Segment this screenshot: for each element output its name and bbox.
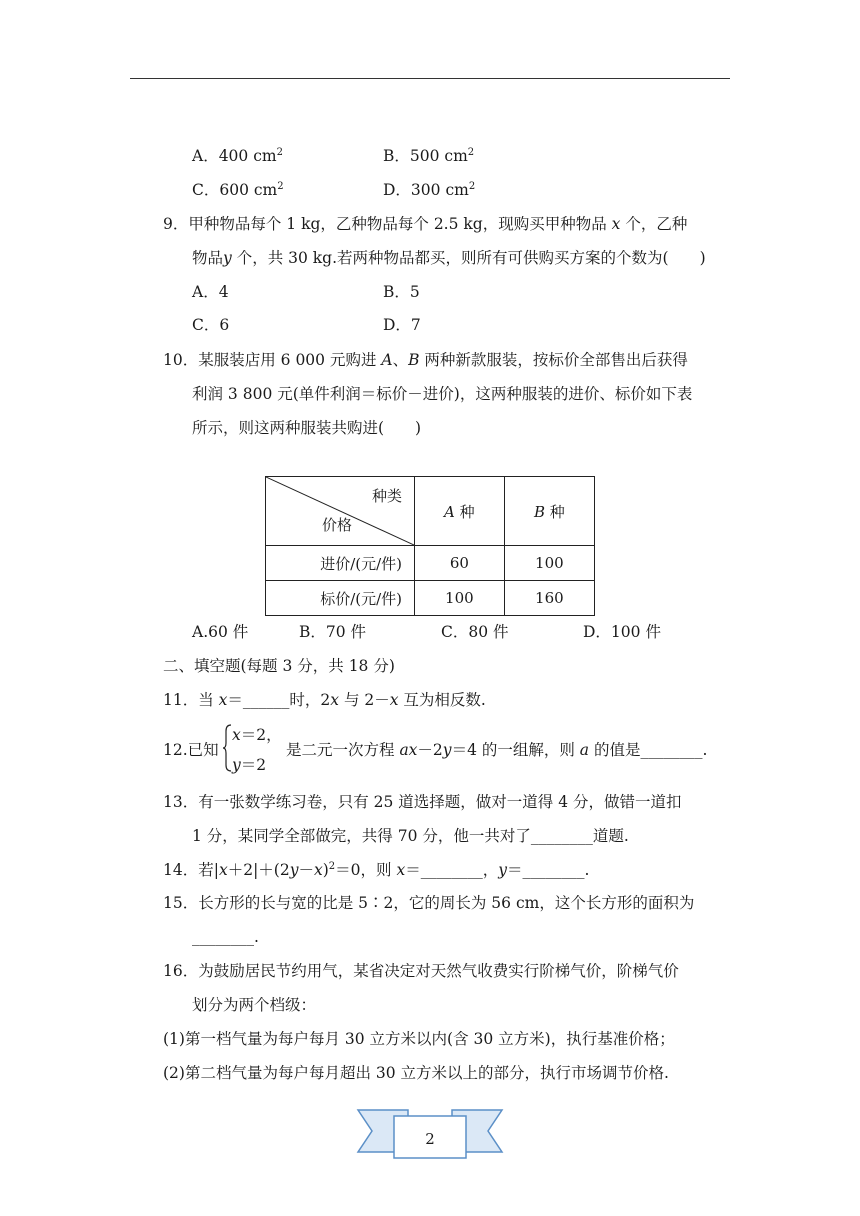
cell-value: 160 bbox=[504, 581, 594, 616]
q16-line-1: 16．为鼓励居民节约用气，某省决定对天然气收费实行阶梯气价，阶梯气价 bbox=[163, 962, 679, 980]
q14: 14．若$|x+2|+(2y-x)^2=0$，则 x＝________，y＝________. bbox=[163, 861, 590, 879]
cell-value: 100 bbox=[504, 546, 594, 581]
q9-option-d: D．7 bbox=[383, 316, 421, 334]
q12-text: 是二元一次方程 ax－2y＝4 的一组解，则 a 的值是________. bbox=[286, 741, 708, 759]
brace-icon bbox=[222, 724, 232, 772]
table-row bbox=[266, 581, 595, 616]
table-row bbox=[266, 546, 595, 581]
q16-line-4: (2)第二档气量为每户每月超出 30 立方米以上的部分，执行市场调节价格. bbox=[163, 1064, 669, 1082]
q10-line-2: 利润 3 800 元(单件利润＝标价－进价)，这两种服装的进价、标价如下表 bbox=[192, 385, 693, 403]
q9-option-c: C．6 bbox=[192, 316, 230, 334]
q10-line-3: 所示，则这两种服装共购进( ) bbox=[192, 419, 422, 437]
q15-line-1: 15．长方形的长与宽的比是 5∶2，它的周长为 56 cm，这个长方形的面积为 bbox=[163, 894, 695, 912]
q16-line-3: (1)第一档气量为每户每月 30 立方米以内(含 30 立方米)，执行基准价格； bbox=[163, 1030, 675, 1048]
q11: 11．当 x＝______时，2x 与 2－x 互为相反数. bbox=[163, 691, 486, 709]
q12-eq-1: x＝2， bbox=[232, 726, 282, 744]
q9-option-a: A．4 bbox=[192, 283, 229, 301]
header-rule bbox=[130, 78, 730, 79]
page-number: 2 bbox=[425, 1130, 435, 1148]
q8-option-c: C．600 $cm^2$ bbox=[192, 181, 284, 199]
table-corner-cell bbox=[266, 477, 415, 546]
row-label: 标价/(元/件) bbox=[266, 581, 415, 616]
q15-line-2: ________. bbox=[192, 928, 259, 946]
price-table bbox=[265, 476, 595, 616]
q9-line-1: 9．甲种物品每个 1 kg，乙种物品每个 2.5 kg，现购买甲种物品 x 个，乙种 bbox=[163, 215, 688, 233]
cell-value: 100 bbox=[415, 581, 505, 616]
q8-option-b: B．500 $cm^2$ bbox=[383, 147, 475, 165]
q16-line-2: 划分为两个档级： bbox=[192, 996, 317, 1014]
row-label: 进价/(元/件) bbox=[266, 546, 415, 581]
q12-prefix: 12.已知 bbox=[163, 741, 219, 759]
q10-option-c: C．80 件 bbox=[441, 623, 509, 641]
q9-line-2: 物品y 个，共 30 kg.若两种物品都买，则所有可供购买方案的个数为( ) bbox=[192, 249, 706, 267]
q13-line-2: 1 分，某同学全部做完，共得 70 分，他一共对了________道题. bbox=[192, 827, 629, 845]
col-header-a: A 种 bbox=[415, 477, 505, 546]
q8-option-a: A．400 $cm^2$ bbox=[192, 147, 283, 165]
q10-option-d: D．100 件 bbox=[583, 623, 661, 641]
corner-label-price: 价格 bbox=[322, 516, 353, 534]
cell-value: 60 bbox=[415, 546, 505, 581]
col-header-b: B 种 bbox=[504, 477, 594, 546]
q9-option-b: B．5 bbox=[383, 283, 420, 301]
q10-option-b: B．70 件 bbox=[299, 623, 367, 641]
q10-option-a: A.60 件 bbox=[192, 623, 249, 641]
corner-label-kind: 种类 bbox=[371, 487, 402, 505]
section-2-heading: 二、填空题(每题 3 分，共 18 分) bbox=[163, 657, 395, 675]
q12-eq-2: y＝2 bbox=[232, 756, 267, 774]
q10-line-1: 10．某服装店用 6 000 元购进 A、B 两种新款服装，按标价全部售出后获得 bbox=[163, 351, 688, 369]
q8-option-d: D．300 $cm^2$ bbox=[383, 181, 476, 199]
q13-line-1: 13．有一张数学练习卷，只有 25 道选择题，做对一道得 4 分，做错一道扣 bbox=[163, 793, 682, 811]
